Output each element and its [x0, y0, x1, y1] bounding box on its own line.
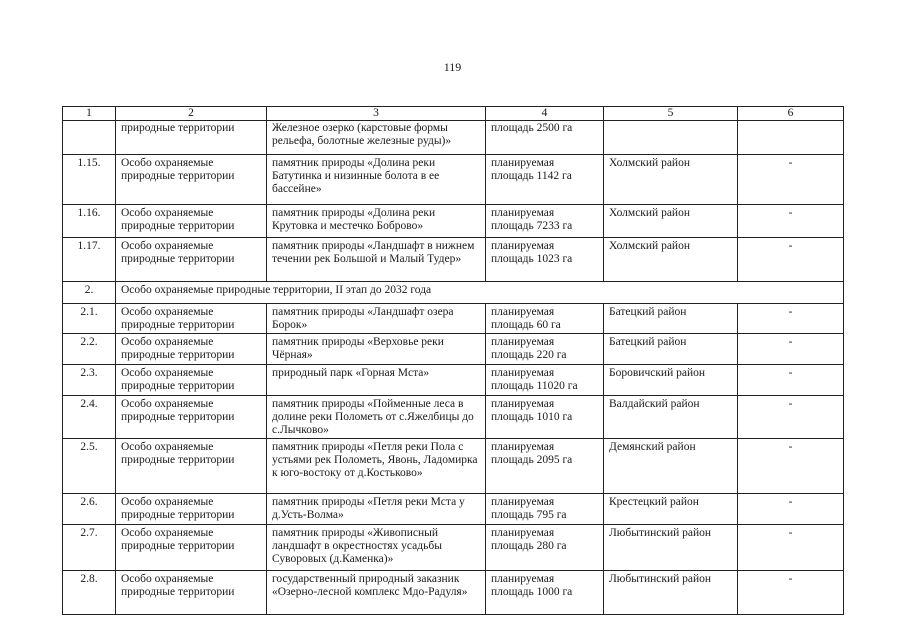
notes-cell: - — [738, 304, 844, 334]
area-cell: планируемая площадь 60 га — [486, 304, 604, 334]
object-cell: памятник природы «Петля реки Мста у д.Усть-Волма» — [267, 494, 486, 525]
district-cell — [604, 121, 738, 155]
category-cell: Особо охраняемые природные территории — [116, 238, 267, 282]
table-row — [63, 334, 844, 365]
notes-cell: - — [738, 155, 844, 205]
object-cell: памятник природы «Верховье реки Чёрная» — [267, 334, 486, 365]
area-cell: планируемая площадь 1000 га — [486, 571, 604, 615]
row-number — [63, 121, 116, 155]
section-row — [63, 282, 844, 304]
notes-cell: - — [738, 439, 844, 494]
district-cell: Валдайский район — [604, 396, 738, 439]
category-cell: Особо охраняемые природные территории — [116, 494, 267, 525]
area-cell: планируемая площадь 1010 га — [486, 396, 604, 439]
row-number: 2.4. — [63, 396, 116, 439]
table-row — [63, 439, 844, 494]
category-cell: Особо охраняемые природные территории — [116, 205, 267, 238]
row-number: 2.3. — [63, 365, 116, 396]
table-row — [63, 396, 844, 439]
row-number: 1.17. — [63, 238, 116, 282]
notes-cell: - — [738, 205, 844, 238]
area-cell: планируемая площадь 1142 га — [486, 155, 604, 205]
district-cell: Холмский район — [604, 205, 738, 238]
object-cell: памятник природы «Долина реки Батутинка и низинные болота в ее бассейне» — [267, 155, 486, 205]
notes-cell: - — [738, 494, 844, 525]
district-cell: Батецкий район — [604, 304, 738, 334]
object-cell: памятник природы «Долина реки Крутовка и местечко Боброво» — [267, 205, 486, 238]
row-number: 2.2. — [63, 334, 116, 365]
row-number: 2.8. — [63, 571, 116, 615]
district-cell: Демянский район — [604, 439, 738, 494]
object-cell: памятник природы «Пойменные леса в долине реки Полометь от с.Яжелбицы до с.Лычково» — [267, 396, 486, 439]
category-cell: Особо охраняемые природные территории — [116, 365, 267, 396]
category-cell: Особо охраняемые природные территории — [116, 155, 267, 205]
district-cell: Любытинский район — [604, 571, 738, 615]
territories-table — [62, 106, 844, 615]
category-cell: Особо охраняемые природные территории — [116, 439, 267, 494]
table-row — [63, 365, 844, 396]
area-cell: планируемая площадь 280 га — [486, 525, 604, 571]
object-cell: памятник природы «Петля реки Пола с устьями рек Полометь, Явонь, Ладомирка к юго-востоку от д.Костьково» — [267, 439, 486, 494]
category-cell: Особо охраняемые природные территории — [116, 571, 267, 615]
table-row — [63, 155, 844, 205]
row-number: 2.7. — [63, 525, 116, 571]
category-cell: Особо охраняемые природные территории — [116, 525, 267, 571]
table-row — [63, 238, 844, 282]
category-cell: Особо охраняемые природные территории — [116, 304, 267, 334]
table-row — [63, 304, 844, 334]
notes-cell: - — [738, 365, 844, 396]
area-cell: планируемая площадь 220 га — [486, 334, 604, 365]
page-number: 119 — [443, 60, 462, 74]
category-cell: Особо охраняемые природные территории — [116, 396, 267, 439]
notes-cell: - — [738, 334, 844, 365]
column-header: 6 — [738, 107, 844, 121]
district-cell: Крестецкий район — [604, 494, 738, 525]
section-title: Особо охраняемые природные территории, II этап до 2032 года — [116, 282, 844, 304]
area-cell: планируемая площадь 2095 га — [486, 439, 604, 494]
district-cell: Боровичский район — [604, 365, 738, 396]
table-row — [63, 121, 844, 155]
row-number: 2.1. — [63, 304, 116, 334]
category-cell: природные территории — [116, 121, 267, 155]
column-header: 3 — [267, 107, 486, 121]
object-cell: Железное озерко (карстовые формы рельефа, болотные железные руды)» — [267, 121, 486, 155]
area-cell: планируемая площадь 11020 га — [486, 365, 604, 396]
area-cell: планируемая площадь 1023 га — [486, 238, 604, 282]
table-row — [63, 525, 844, 571]
column-header: 4 — [486, 107, 604, 121]
row-number: 2.5. — [63, 439, 116, 494]
area-cell: планируемая площадь 795 га — [486, 494, 604, 525]
object-cell: памятник природы «Живописный ландшафт в окрестностях усадьбы Суворовых (д.Каменка)» — [267, 525, 486, 571]
notes-cell: - — [738, 238, 844, 282]
district-cell: Батецкий район — [604, 334, 738, 365]
table-row — [63, 571, 844, 615]
table-row — [63, 205, 844, 238]
area-cell: планируемая площадь 7233 га — [486, 205, 604, 238]
row-number: 2.6. — [63, 494, 116, 525]
column-header: 5 — [604, 107, 738, 121]
notes-cell — [738, 121, 844, 155]
column-header: 1 — [63, 107, 116, 121]
object-cell: памятник природы «Ландшафт озера Борок» — [267, 304, 486, 334]
district-cell: Любытинский район — [604, 525, 738, 571]
notes-cell: - — [738, 571, 844, 615]
row-number: 1.16. — [63, 205, 116, 238]
district-cell: Холмский район — [604, 155, 738, 205]
section-number: 2. — [63, 282, 116, 304]
header-row — [63, 107, 844, 121]
table-row — [63, 494, 844, 525]
row-number: 1.15. — [63, 155, 116, 205]
column-header: 2 — [116, 107, 267, 121]
notes-cell: - — [738, 396, 844, 439]
category-cell: Особо охраняемые природные территории — [116, 334, 267, 365]
district-cell: Холмский район — [604, 238, 738, 282]
object-cell: природный парк «Горная Мста» — [267, 365, 486, 396]
object-cell: государственный природный заказник «Озерно-лесной комплекс Мдо-Радуля» — [267, 571, 486, 615]
object-cell: памятник природы «Ландшафт в нижнем течении рек Большой и Малый Тудер» — [267, 238, 486, 282]
area-cell: площадь 2500 га — [486, 121, 604, 155]
notes-cell: - — [738, 525, 844, 571]
